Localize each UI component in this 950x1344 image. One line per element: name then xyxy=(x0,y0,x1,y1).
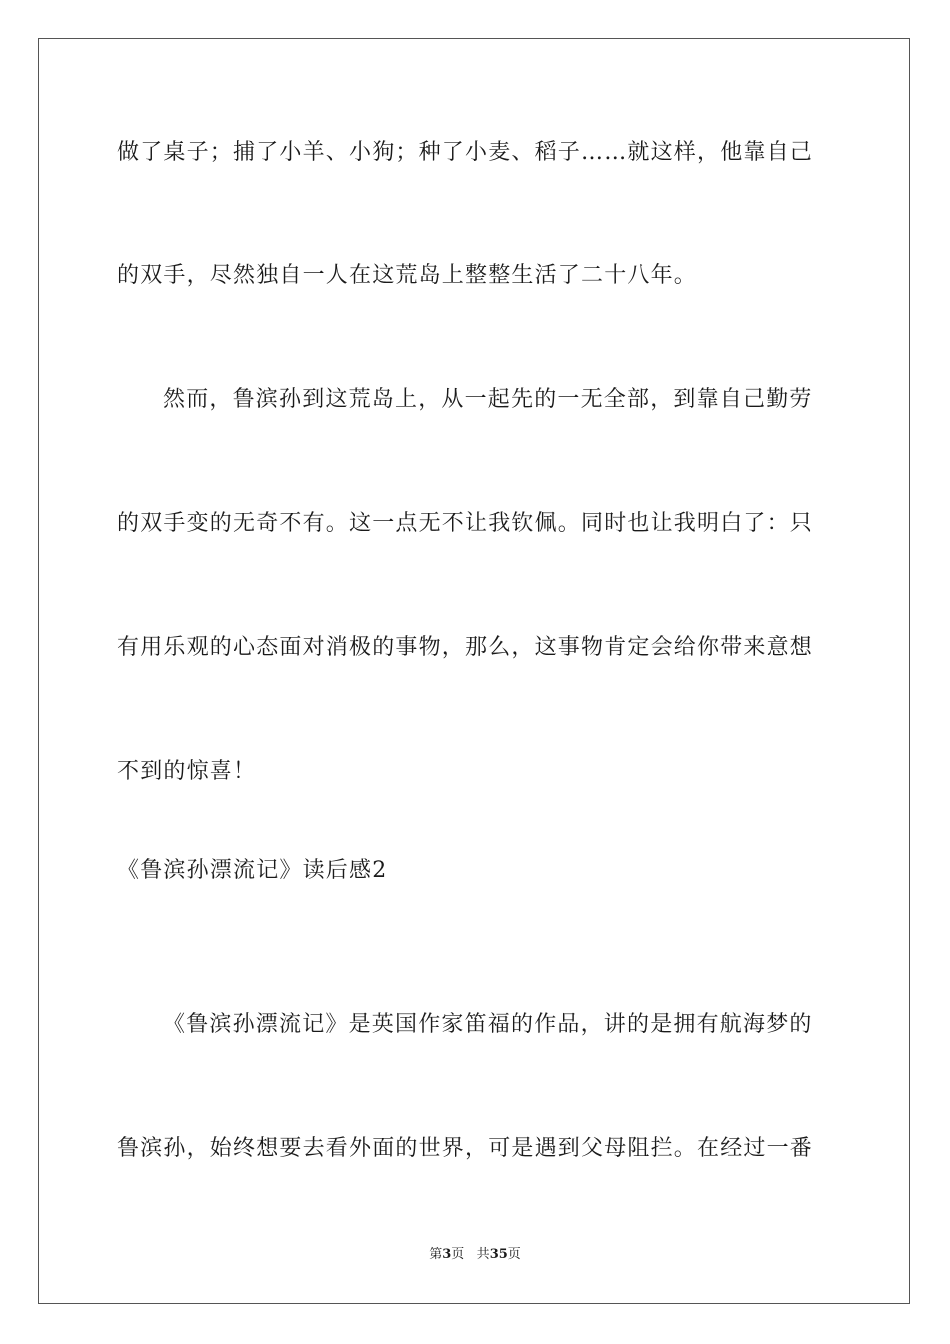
body-line-7: 《鲁滨孙漂流记》是英国作家笛福的作品，讲的是拥有航海梦的 xyxy=(163,1012,813,1037)
page-footer xyxy=(0,1246,950,1264)
footer-total-prefix: 共 xyxy=(476,1247,490,1262)
footer-total-unit: 页 xyxy=(507,1247,521,1262)
section-heading: 《鲁滨孙漂流记》读后感2 xyxy=(117,858,388,883)
footer-prefix: 第 xyxy=(429,1247,443,1262)
body-line-3: 然而，鲁滨孙到这荒岛上，从一起先的一无全部，到靠自己勤劳 xyxy=(163,387,813,412)
footer-current-page: 3 xyxy=(442,1247,452,1262)
body-line-6: 不到的惊喜！ xyxy=(117,759,257,784)
footer-page-unit: 页 xyxy=(451,1247,465,1262)
body-line-8: 鲁滨孙，始终想要去看外面的世界，可是遇到父母阻拦。在经过一番 xyxy=(117,1136,814,1161)
page-border xyxy=(38,38,910,1304)
footer-total-pages: 35 xyxy=(489,1247,508,1262)
body-line-1: 做了桌子；捕了小羊、小狗；种了小麦、稻子……就这样，他靠自己 xyxy=(117,140,814,165)
body-line-2: 的双手，尽然独自一人在这荒岛上整整生活了二十八年。 xyxy=(117,263,698,288)
body-line-4: 的双手变的无奇不有。这一点无不让我钦佩。同时也让我明白了：只 xyxy=(117,511,814,536)
body-line-5: 有用乐观的心态面对消极的事物，那么，这事物肯定会给你带来意想 xyxy=(117,635,814,660)
